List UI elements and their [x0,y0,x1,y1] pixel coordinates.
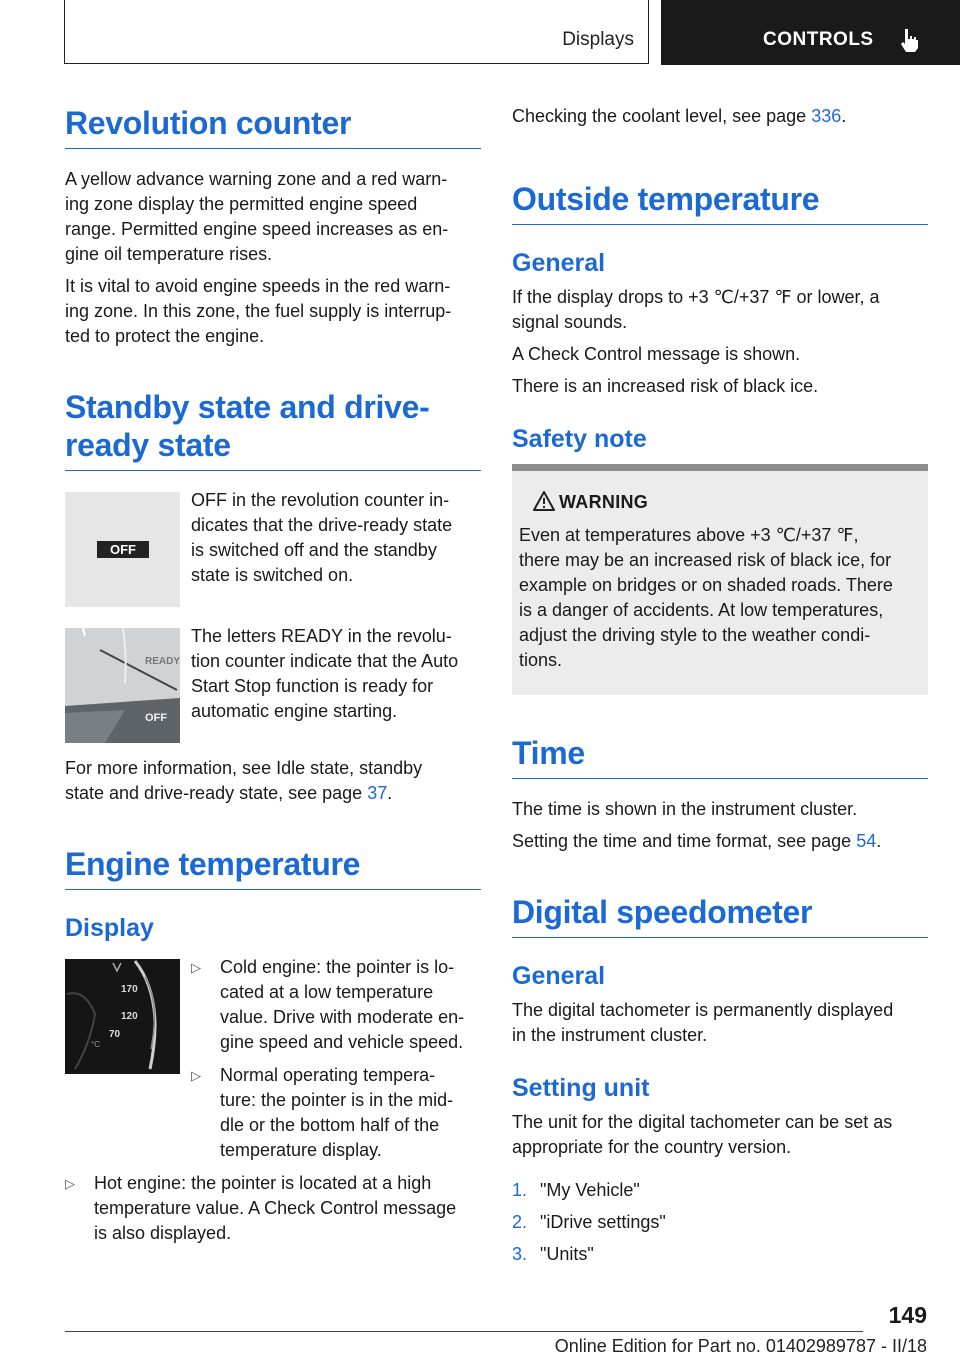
list-item [512,1238,928,1270]
ready-description [191,624,481,724]
warning-triangle-icon [532,490,556,512]
gauge-label-70: 70 [109,1029,121,1040]
general-subtitle: General [512,249,606,277]
text-line: dle or the bottom half of the [220,1115,440,1135]
warning-box [512,471,928,695]
header-section-box [64,0,649,64]
text-line: Cold engine: the pointer is lo‐ [220,957,455,977]
time-paragraph-1 [512,797,928,822]
text-line: A Check Control message is shown. [512,344,801,364]
text-line: There is an increased risk of black ice. [512,376,819,396]
text-line: tions. [519,650,563,670]
ready-indicator-image [65,628,180,743]
text-line: is a danger of accidents. At low temperatures, [519,600,884,620]
heading-rule [512,778,928,779]
text-line: there may be an increased risk of black ice, for [519,550,892,570]
text-line: adjust the driving style to the weather condi‐ [519,625,871,645]
text-line: OFF in the revolution counter in‐ [191,490,450,510]
digital-general-subheading [512,961,928,991]
step-text: "iDrive settings" [540,1212,666,1232]
ready-gauge-graphic [65,628,180,743]
text-line [65,781,481,806]
page-link-37[interactable]: 37 [367,783,388,803]
text-line: is switched off and the standby [191,540,437,560]
step-number: 1. [512,1180,528,1200]
text-line: appropriate for the country version. [512,1137,792,1157]
general-paragraph-3 [512,374,928,399]
general-paragraph-2 [512,342,928,367]
text-line: The digital tachometer is permanently displayed [512,1000,894,1020]
revolution-counter-paragraph-1 [65,167,481,267]
page-number: 149 [888,1302,927,1328]
heading-rule [512,937,928,938]
text-line: If the display drops to +3 ℃/+37 ℉ or lower, a [512,287,880,307]
text-span: . [841,106,847,126]
text-line: signal sounds. [512,312,628,332]
bullet-cold-engine [191,955,481,1055]
digital-general-subtitle: General [512,962,606,990]
bullet-triangle-icon: ▷ [65,1176,75,1191]
text-line: range. Permitted engine speed increases as en‐ [65,219,449,239]
text-line: Normal operating tempera‐ [220,1065,436,1085]
general-paragraph-1 [512,285,928,335]
heading-rule [65,148,481,149]
warning-text [519,523,924,673]
footer-rule [65,1331,863,1332]
step-text: "My Vehicle" [540,1180,640,1200]
text-line: It is vital to avoid engine speeds in the red warn‐ [65,276,451,296]
header-chapter-tab [661,0,960,65]
page-link-54[interactable]: 54 [856,831,877,851]
temperature-gauge-graphic [65,959,180,1074]
text-span: . [387,783,393,803]
display-subheading [65,913,481,943]
text-span: state and drive-ready state, see page [65,783,368,803]
outside-temperature-title: Outside temperature [512,181,820,217]
heading-rule [512,224,928,225]
text-line: The time is shown in the instrument cluster. [512,799,858,819]
page-link-336[interactable]: 336 [811,106,842,126]
coolant-paragraph [512,104,928,129]
time-heading [512,734,928,779]
text-line: state is switched on. [191,565,354,585]
step-number: 2. [512,1212,528,1232]
off-description [191,488,481,588]
setting-unit-paragraph [512,1110,928,1160]
text-line [512,104,928,129]
bullet-hot-engine [65,1171,481,1246]
ready-off-label: OFF [145,712,167,724]
temperature-gauge-image [65,959,180,1074]
off-badge [97,541,149,558]
warning-top-bar [512,464,928,471]
digital-speedometer-heading [512,893,928,938]
text-line: gine oil temperature rises. [65,244,273,264]
text-line: dicates that the drive-ready state [191,515,453,535]
general-subheading [512,248,928,278]
outside-temperature-heading [512,180,928,225]
engine-temperature-heading [65,845,481,890]
off-badge-label: OFF [110,542,136,557]
gauge-label-unit: °C [91,1040,100,1049]
safety-note-subheading [512,424,928,454]
text-line: example on bridges or on shaded roads. There [519,575,893,595]
time-title: Time [512,735,585,771]
digital-speedometer-title: Digital speedometer [512,894,813,930]
text-line: automatic engine starting. [191,701,398,721]
text-line: The letters READY in the revolu‐ [191,626,452,646]
text-line: For more information, see Idle state, standby [65,758,423,778]
header-section-title: Displays [562,29,634,50]
text-line: temperature value. A Check Control message [94,1198,457,1218]
text-line: ing zone. In this zone, the fuel supply is interrup‐ [65,301,452,321]
text-line: value. Drive with moderate en‐ [220,1007,465,1027]
text-line: ing zone display the permitted engine speed [65,194,418,214]
hand-pointer-icon [898,27,922,53]
safety-note-subtitle: Safety note [512,425,647,453]
off-indicator-image [65,492,180,607]
setting-unit-subheading [512,1073,928,1103]
ready-label: READY [145,656,180,667]
more-info-paragraph [65,756,481,806]
text-line: temperature display. [220,1140,382,1160]
bullet-triangle-icon: ▷ [191,960,201,975]
bullet-normal-temperature [191,1063,481,1163]
standby-title-line-1: Standby state and drive- [65,389,430,425]
text-line: in the instrument cluster. [512,1025,708,1045]
heading-rule [65,889,481,890]
text-line: cated at a low temperature [220,982,434,1002]
text-span: Checking the coolant level, see page [512,106,812,126]
standby-title-line-2: ready state [65,427,231,463]
time-paragraph-2 [512,829,928,854]
gauge-label-120: 120 [121,1011,138,1022]
text-span: Setting the time and time format, see page [512,831,857,851]
text-line: ture: the pointer is in the mid‐ [220,1090,454,1110]
display-subtitle: Display [65,914,154,942]
text-line: ted to protect the engine. [65,326,265,346]
heading-rule [65,470,481,471]
list-item [512,1206,928,1238]
text-line: tion counter indicate that the Auto [191,651,459,671]
revolution-counter-paragraph-2 [65,274,481,349]
steps-list [512,1174,928,1270]
text-line: A yellow advance warning zone and a red warn‐ [65,169,448,189]
text-line: Even at temperatures above +3 ℃/+37 ℉, [519,525,859,545]
revolution-counter-heading [65,104,481,149]
standby-heading [65,388,481,471]
text-line: is also displayed. [94,1223,232,1243]
step-number: 3. [512,1244,528,1264]
header-chapter-label: CONTROLS [763,29,874,50]
text-line: The unit for the digital tachometer can be set as [512,1112,893,1132]
bullet-triangle-icon: ▷ [191,1068,201,1083]
footer-edition: Online Edition for Part no. 01402989787 - II/18 [554,1336,927,1356]
text-span: . [876,831,882,851]
setting-unit-subtitle: Setting unit [512,1074,650,1102]
engine-temperature-title: Engine temperature [65,846,361,882]
revolution-counter-title: Revolution counter [65,105,352,141]
text-line: gine speed and vehicle speed. [220,1032,464,1052]
digital-paragraph [512,998,928,1048]
text-line [512,829,928,854]
text-line: Hot engine: the pointer is located at a high [94,1173,432,1193]
step-text: "Units" [540,1244,594,1264]
list-item [512,1174,928,1206]
warning-label: WARNING [559,492,649,512]
text-line: Start Stop function is ready for [191,676,434,696]
gauge-label-170: 170 [121,984,138,995]
